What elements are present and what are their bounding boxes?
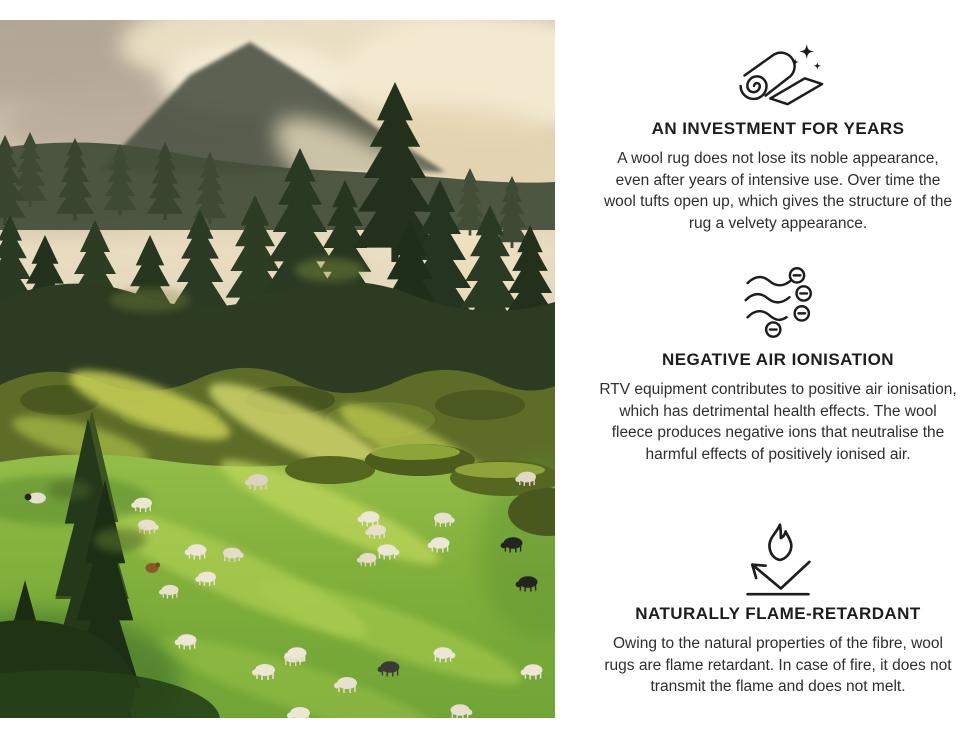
section-flame-retardant (592, 520, 964, 698)
section-ionisation (592, 264, 964, 465)
negative-ions-air-icon (592, 264, 964, 340)
section-body: RTV equipment contributes to positive air ionisation, which has detrimental health effects. The wool fleece produces negative ions that neutralise the harmful effects of positively ionised air. (599, 381, 957, 463)
section-investment (592, 40, 964, 234)
section-title: AN INVESTMENT FOR YEARS (651, 119, 905, 138)
section-title: NEGATIVE AIR IONISATION (662, 350, 894, 369)
pasture-photo (0, 20, 555, 718)
section-title: NATURALLY FLAME-RETARDANT (635, 604, 921, 623)
section-body: Owing to the natural properties of the fibre, wool rugs are flame retardant. In case of fire, it does not transmit the flame and does not melt. (604, 635, 952, 695)
rolled-rug-sparkle-icon (592, 40, 964, 109)
flame-retardant-icon (592, 520, 964, 598)
section-body: A wool rug does not lose its noble appearance, even after years of intensive use. Over time the wool tufts open up, which gives the structure of the rug a velvety appearance. (603, 150, 953, 232)
pasture-photo-scene (0, 20, 555, 718)
